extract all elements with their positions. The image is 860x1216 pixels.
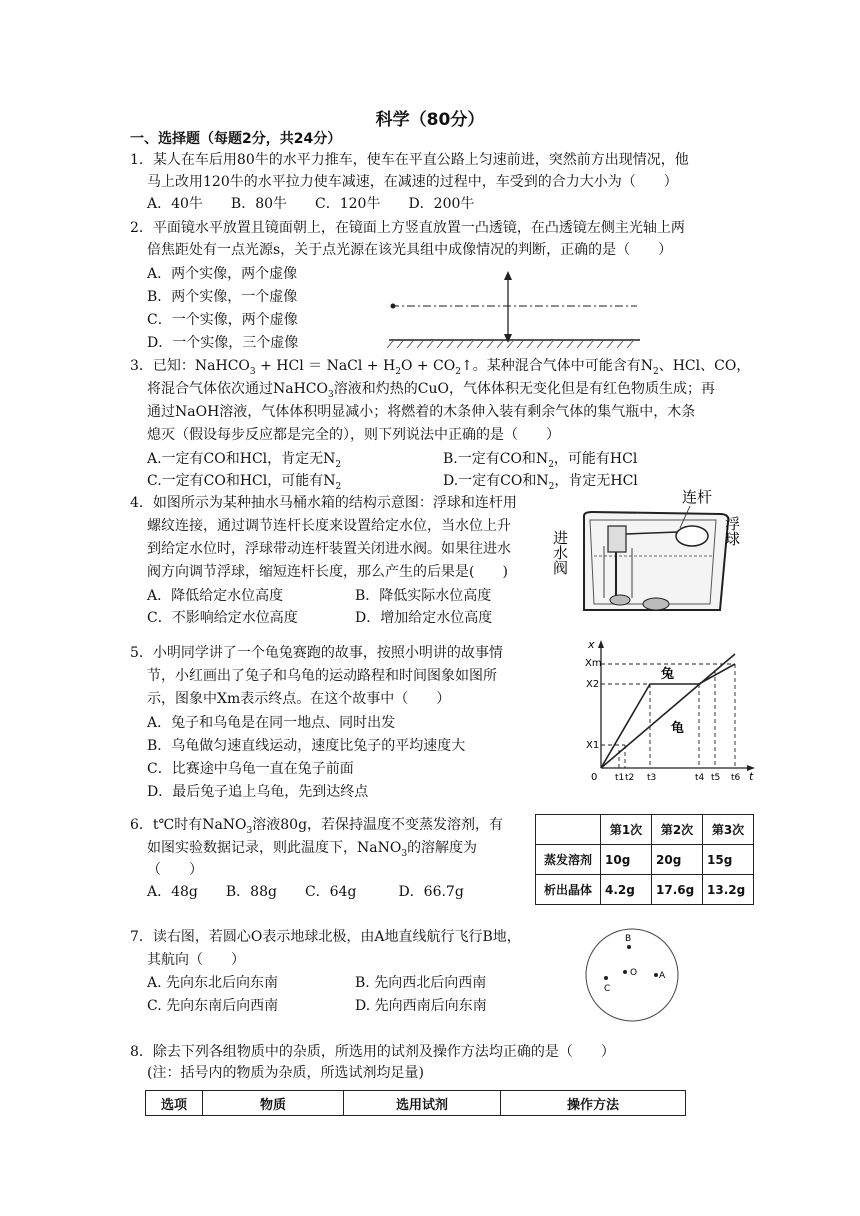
q4-line3: 到给定水位时，浮球带动连杆装置关闭进水阀。如果往进水 <box>147 541 511 557</box>
point-c <box>604 976 608 980</box>
t6-label: t6 <box>731 773 741 783</box>
t1-label: t1 <box>615 773 625 783</box>
label-ball: 浮球 <box>723 516 741 546</box>
q5-option-a: A．兔子和乌龟是在同一地点、同时出发 <box>147 715 396 731</box>
x1-label: X1 <box>586 740 600 751</box>
q4-line1: 4．如图所示为某种抽水马桶水箱的结构示意图：浮球和连杆用 <box>130 495 517 511</box>
label-a: A <box>659 971 666 981</box>
table-header: 物质 <box>203 1091 344 1116</box>
label-o: O <box>630 968 638 978</box>
tank-outline <box>584 512 728 610</box>
q4-option-b: B．降低实际水位高度 <box>355 588 492 604</box>
label-c: C <box>604 984 611 994</box>
q3-line2: 将混合气体依次通过NaHCO$_3$溶液和灼热的CuO，气体体积无变化但是有红色物质生成；再 <box>147 381 715 400</box>
q7-line2: 其航向（ ） <box>147 952 245 968</box>
q4-option-d: D．增加给定水位高度 <box>355 610 493 626</box>
point-b <box>627 945 631 949</box>
drain-valve-left <box>610 595 630 605</box>
label-b: B <box>625 934 632 944</box>
q3-option-d: D.一定有CO和$N_2$，肯定无HCl <box>443 473 638 492</box>
table-row: 蒸发溶剂 10g 20g 15g <box>536 845 754 875</box>
lens-arrow-bottom <box>504 334 512 343</box>
q5-line1: 5．小明同学讲了一个龟兔赛跑的故事，按照小明讲的故事情 <box>130 645 503 661</box>
inlet-valve <box>608 526 626 552</box>
point-a <box>654 973 658 977</box>
q1-line1: 1．某人在车后用80牛的水平力推车，使车在平直公路上匀速前进，突然前方出现情况，他 <box>130 152 689 168</box>
q6-line2: 如图实验数据记录，则此温度下，NaNO$_3$的溶解度为 <box>147 840 478 859</box>
rabbit-label: 兔 <box>661 667 675 682</box>
x2-label: X2 <box>586 679 600 690</box>
q2-option-b: B．两个实像，一个虚像 <box>147 289 298 305</box>
page-title: 科学（80分） <box>375 110 485 130</box>
lens-arrow-top <box>504 271 512 280</box>
q2-line2: 倍焦距处有一点光源s，关于点光源在该光具组中成像情况的判断，正确的是（ ） <box>147 242 673 258</box>
q6-line1: 6．t℃时有NaNO$_3$溶液80g，若保持温度不变蒸发溶剂，有 <box>130 817 504 836</box>
table-header: 操作方法 <box>501 1091 686 1116</box>
q2-option-a: A．两个实像，两个虚像 <box>147 266 298 282</box>
xm-label: Xm <box>585 658 602 669</box>
table-row <box>146 1091 686 1116</box>
q8-table <box>145 1090 686 1116</box>
q3-line1: 3．已知：NaHCO$_3$ + HCl ＝ NaCl + $H_2O$ + $CO_2↑$。某种混合气体中可能含有$N_2$、HCl、CO， <box>130 358 751 377</box>
q6-data-table <box>535 814 754 905</box>
q5-option-b: B．乌龟做匀速直线运动，速度比兔子的平均速度大 <box>147 738 466 754</box>
q8-line1: 8．除去下列各组物质中的杂质，所选用的试剂及操作方法均正确的是（ ） <box>130 1044 615 1060</box>
y-axis-label: x <box>588 638 595 651</box>
t5-label: t5 <box>711 773 721 783</box>
point-source <box>391 304 396 309</box>
q2-figure <box>385 268 645 350</box>
q6-line3: （ ） <box>147 862 203 878</box>
q7-line1: 7．读右图，若圆心O表示地球北极，由A地直线航行飞行B地， <box>130 929 521 945</box>
q4-option-c: C．不影响给定水位高度 <box>147 610 298 626</box>
q2-option-d: D．一个实像，三个虚像 <box>147 335 299 351</box>
q3-line3: 通过NaOH溶液，气体体积明显减小；将燃着的木条伸入装有剩余气体的集气瓶中，木条 <box>147 404 696 420</box>
q3-option-c: C.一定有CO和HCl，可能有$N_2$ <box>147 473 342 492</box>
q5-option-d: D．最后兔子追上乌龟，先到达终点 <box>147 784 369 800</box>
q5-line2: 节，小红画出了兔子和乌龟的运动路程和时间图象如图所 <box>147 668 497 684</box>
q8-line2: (注：括号内的物质为杂质，所选试剂均足量) <box>147 1065 424 1081</box>
label-valve: 进水阀 <box>551 530 569 575</box>
q4-option-a: A．降低给定水位高度 <box>147 588 284 604</box>
q2-option-c: C．一个实像，两个虚像 <box>147 312 298 328</box>
table-row: 析出晶体 4.2g 17.6g 13.2g <box>536 875 754 905</box>
label-rod: 连杆 <box>682 488 713 506</box>
q5-line3: 示，图象中Xm表示终点。在这个故事中（ ） <box>147 691 451 707</box>
t4-label: t4 <box>695 773 705 783</box>
turtle-label: 龟 <box>671 721 685 736</box>
q4-line2: 螺纹连接，通过调节连杆长度来设置给定水位，当水位上升 <box>147 518 511 534</box>
q5-race-graph <box>585 636 760 786</box>
origin-label: 0 <box>591 772 598 783</box>
table-header: 选项 <box>146 1091 203 1116</box>
table-row: 第1次 第2次 第3次 <box>536 815 754 845</box>
q7-option-d: D. 先向西南后向东南 <box>355 998 487 1014</box>
q1-options: A．40牛 B．80牛 C．120牛 D．200牛 <box>147 196 475 212</box>
q2-line1: 2．平面镜水平放置且镜面朝上，在镜面上方竖直放置一凸透镜，在凸透镜左侧主光轴上两 <box>130 220 685 236</box>
float-ball <box>676 526 708 546</box>
point-o <box>623 970 627 974</box>
table-header: 选用试剂 <box>344 1091 501 1116</box>
q3-line4: 熄灭（假设每步反应都是完全的），则下列说法中正确的是（ ） <box>147 427 560 443</box>
q4-line4: 阀方向调节浮球，缩短连杆长度，那么产生的后果是( ) <box>147 564 508 580</box>
q7-polar-figure <box>582 925 682 1025</box>
q6-options: A．48g B．88g C．64g D．66.7g <box>147 884 464 900</box>
q5-option-c: C．比赛途中乌龟一直在兔子前面 <box>147 761 354 777</box>
mirror-hatching <box>387 341 633 348</box>
t2-label: t2 <box>625 773 635 783</box>
q7-option-a: A. 先向东北后向东南 <box>147 975 279 991</box>
t-axis-label: t <box>749 770 754 783</box>
q4-toilet-tank-figure <box>551 486 750 622</box>
q7-option-c: C. 先向东南后向西南 <box>147 998 279 1014</box>
q3-option-b: B.一定有CO和$N_2$，可能有HCl <box>443 451 638 470</box>
q3-option-a: A.一定有CO和HCl，肯定无$N_2$ <box>147 451 342 470</box>
t3-label: t3 <box>647 773 657 783</box>
q1-line2: 马上改用120牛的水平拉力使车减速，在减速的过程中，车受到的合力大小为（ ） <box>147 174 678 190</box>
drain-valve-right <box>643 598 669 610</box>
section-heading: 一、选择题（每题2分，共24分） <box>130 131 342 147</box>
q7-option-b: B. 先向西北后向西南 <box>355 975 487 991</box>
